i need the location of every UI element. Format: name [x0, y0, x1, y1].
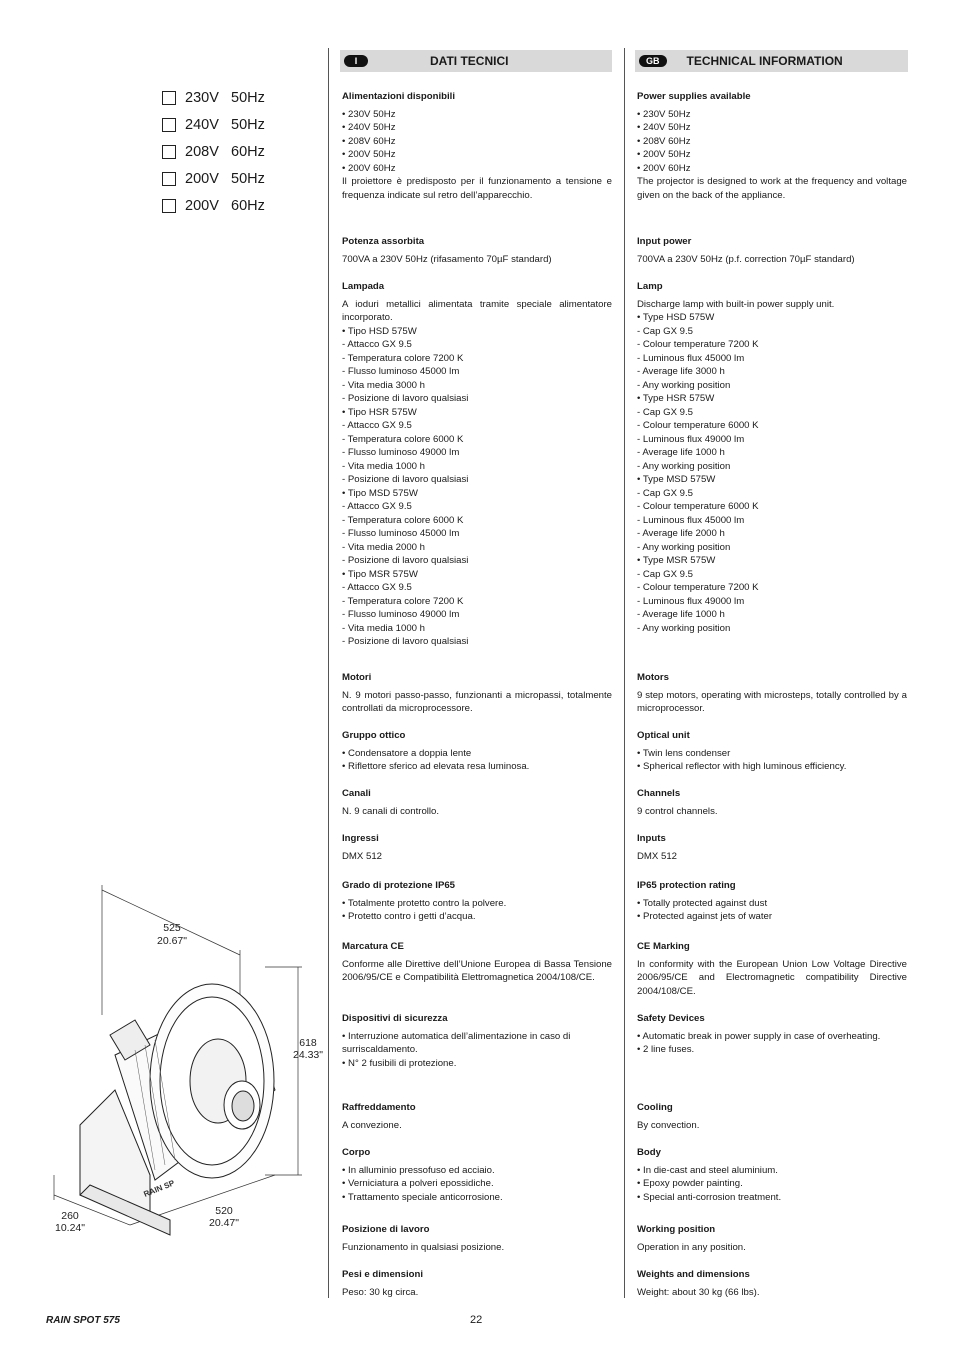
spec-heading: Working position	[637, 1224, 716, 1235]
spec-heading: Alimentazioni disponibili	[342, 91, 455, 102]
dimension-label: 20.47"	[208, 1217, 240, 1229]
list-item: - Average life 1000 h	[637, 609, 725, 620]
spec-heading: Gruppo ottico	[342, 730, 406, 741]
spec-heading: Input power	[637, 236, 692, 247]
list-item: - Attacco GX 9.5	[342, 501, 412, 512]
spec-heading: Channels	[637, 788, 681, 799]
spec-section	[637, 235, 907, 266]
list-item: • Tipo MSR 575W	[342, 568, 418, 580]
spec-text: A convezione.	[342, 1119, 402, 1131]
list-item: • Type MSR 575W	[637, 555, 716, 566]
spec-heading: CE Marking	[637, 941, 690, 952]
spec-section	[342, 729, 612, 774]
spec-text: Funzionamento in qualsiasi posizione.	[342, 1241, 505, 1253]
list-item: - Cap GX 9.5	[637, 406, 693, 418]
voltage-option[interactable]: 208V 60Hz	[162, 138, 265, 165]
list-item: • Automatic break in power supply in case of overheating.	[637, 1030, 881, 1042]
list-item: • Trattamento speciale anticorrosione.	[342, 1191, 503, 1203]
list-item: - Average life 3000 h	[637, 366, 725, 377]
spec-heading: Lamp	[637, 281, 663, 292]
list-item: • Interruzione automatica dell’alimentazione in caso di surriscaldamento.	[342, 1030, 571, 1055]
spec-heading: Pesi e dimensioni	[342, 1269, 424, 1280]
spec-section	[342, 832, 612, 863]
spec-section	[637, 280, 907, 635]
list-item: • 208V 60Hz	[637, 135, 691, 147]
section-header-english	[635, 50, 908, 72]
dimension-label: 20.67"	[156, 935, 188, 947]
list-item: - Colour temperature 6000 K	[637, 420, 759, 431]
section-title: DATI TECNICI	[430, 54, 509, 68]
spec-heading: Inputs	[637, 833, 666, 844]
spec-heading: Motors	[637, 672, 669, 683]
spec-heading: Power supplies available	[637, 91, 751, 102]
spec-heading: Posizione di lavoro	[342, 1224, 430, 1235]
list-item: • Special anti-corrosion treatment.	[637, 1191, 782, 1203]
list-item: - Vita media 1000 h	[342, 622, 426, 634]
list-item: - Posizione di lavoro qualsiasi	[342, 555, 469, 566]
spec-text: DMX 512	[637, 850, 677, 862]
spec-heading: Cooling	[637, 1102, 673, 1113]
dimension-label: 525	[163, 922, 181, 934]
list-item: - Temperatura colore 7200 K	[342, 352, 464, 364]
list-item: - Temperatura colore 7200 K	[342, 595, 464, 607]
list-item: - Colour temperature 7200 K	[637, 582, 759, 593]
dimension-label: 24.33"	[292, 1049, 324, 1061]
dimension-label: 520	[215, 1205, 233, 1217]
list-item: - Cap GX 9.5	[637, 325, 693, 337]
product-dimension-drawing	[40, 875, 330, 1245]
checkbox[interactable]	[162, 145, 176, 159]
spec-section	[637, 940, 907, 998]
list-item: • Totally protected against dust	[637, 897, 768, 909]
model-name: RAIN SPOT 575	[46, 1315, 120, 1326]
spec-heading: Motori	[342, 672, 372, 683]
list-item: • In alluminio pressofuso ed acciaio.	[342, 1164, 495, 1176]
checkbox[interactable]	[162, 91, 176, 105]
spec-text: Il proiettore è predisposto per il funzionamento a tensione e frequenza indicate sul retro dell’apparecchio.	[342, 176, 612, 201]
spec-section	[342, 90, 612, 202]
spec-heading: Safety Devices	[637, 1013, 705, 1024]
list-item: • 200V 60Hz	[342, 162, 396, 174]
brand-label: RAIN SP	[142, 1178, 176, 1199]
section-title: TECHNICAL INFORMATION	[686, 54, 843, 68]
spec-text: Conforme alle Direttive dell’Unione Europea di Bassa Tensione 2006/95/CE e Compatibilità Elettromagnetica 2004/108/CE.	[342, 958, 612, 983]
list-item: - Any working position	[637, 541, 731, 553]
spec-section	[342, 1268, 612, 1299]
spec-heading: Weights and dimensions	[637, 1269, 750, 1280]
spec-heading: Lampada	[342, 281, 385, 292]
list-item: - Posizione di lavoro qualsiasi	[342, 474, 469, 485]
spec-section	[342, 879, 612, 924]
spec-section	[637, 90, 907, 202]
list-item: - Flusso luminoso 45000 lm	[342, 528, 460, 539]
spec-text: Discharge lamp with built-in power supply unit.	[637, 298, 835, 310]
spec-text: N. 9 motori passo-passo, funzionanti a micropassi, totalmente controllati da microprocessore.	[342, 689, 612, 714]
spec-section	[637, 832, 907, 863]
list-item: - Average life 2000 h	[637, 528, 725, 539]
list-item: - Luminous flux 49000 lm	[637, 433, 745, 445]
list-item: - Temperatura colore 6000 K	[342, 514, 464, 526]
spec-section	[637, 1223, 907, 1254]
spec-section	[342, 1146, 612, 1204]
list-item: • 208V 60Hz	[342, 135, 396, 147]
dimension-label: 260	[61, 1210, 79, 1222]
list-item: • 230V 50Hz	[637, 108, 691, 120]
voltage-checklist	[162, 84, 265, 219]
spec-text: N. 9 canali di controllo.	[342, 805, 440, 817]
list-item: • Tipo HSD 575W	[342, 325, 417, 337]
spec-heading: Ingressi	[342, 833, 379, 844]
list-item: - Any working position	[637, 460, 731, 472]
list-item: - Attacco GX 9.5	[342, 582, 412, 593]
list-item: - Luminous flux 45000 lm	[637, 352, 745, 364]
list-item: - Vita media 3000 h	[342, 379, 426, 391]
spec-heading: Body	[637, 1147, 661, 1158]
spec-text: Weight: about 30 kg (66 lbs).	[637, 1286, 760, 1298]
list-item: - Colour temperature 6000 K	[637, 501, 759, 512]
list-item: - Luminous flux 49000 lm	[637, 595, 745, 607]
spec-section	[342, 1012, 612, 1070]
list-item: - Vita media 2000 h	[342, 541, 426, 553]
list-item: - Luminous flux 45000 lm	[637, 514, 745, 526]
spec-section	[342, 1223, 612, 1254]
spec-heading: Potenza assorbita	[342, 236, 425, 247]
list-item: • 200V 50Hz	[342, 149, 396, 160]
section-header-italian	[340, 50, 612, 72]
spec-text: The projector is designed to work at the frequency and voltage given on the back of the appliance.	[637, 176, 907, 201]
checkbox[interactable]	[162, 199, 176, 213]
list-item: • Protetto contro i getti d’acqua.	[342, 911, 476, 922]
spec-text: 9 control channels.	[637, 805, 718, 817]
list-item: • 200V 60Hz	[637, 162, 691, 174]
list-item: - Cap GX 9.5	[637, 487, 693, 499]
spec-section	[637, 671, 907, 716]
dimension-label: 10.24"	[54, 1222, 86, 1234]
spec-text: By convection.	[637, 1119, 700, 1131]
list-item: • Verniciatura a polveri epossidiche.	[342, 1178, 494, 1189]
list-item: • N° 2 fusibili di protezione.	[342, 1057, 457, 1069]
list-item: • Totalmente protetto contro la polvere.	[342, 897, 507, 909]
spec-heading: Corpo	[342, 1147, 371, 1158]
checkbox[interactable]	[162, 172, 176, 186]
spec-section	[637, 1268, 907, 1299]
list-item: • Epoxy powder painting.	[637, 1178, 743, 1189]
list-item: • Tipo MSD 575W	[342, 487, 418, 499]
list-item: - Vita media 1000 h	[342, 460, 426, 472]
list-item: - Colour temperature 7200 K	[637, 339, 759, 350]
spec-text: Peso: 30 kg circa.	[342, 1286, 419, 1298]
spec-heading: Grado di protezione IP65	[342, 880, 456, 891]
spec-section	[637, 1146, 907, 1204]
dimension-label: 618	[299, 1037, 317, 1049]
spec-heading: Marcatura CE	[342, 941, 404, 952]
spec-text: A ioduri metallici alimentata tramite speciale alimentatore incorporato.	[342, 298, 612, 323]
spec-heading: IP65 protection rating	[637, 880, 736, 891]
list-item: • Twin lens condenser	[637, 747, 731, 759]
list-item: - Any working position	[637, 379, 731, 391]
language-badge: I	[344, 55, 368, 67]
page-number: 22	[470, 1314, 483, 1326]
spec-text: In conformity with the European Union Low Voltage Directive 2006/95/CE and Electromagnetic compatibility Directive 2004/108/CE.	[637, 958, 907, 997]
list-item: - Posizione di lavoro qualsiasi	[342, 636, 469, 647]
spec-section	[342, 1101, 612, 1132]
spec-section	[342, 671, 612, 716]
list-item: - Average life 1000 h	[637, 447, 725, 458]
column-divider	[624, 48, 625, 1298]
spec-heading: Canali	[342, 788, 371, 799]
spec-section	[342, 787, 612, 818]
voltage-option[interactable]: 200V 60Hz	[162, 192, 265, 219]
spec-section	[637, 879, 907, 924]
voltage-option[interactable]: 200V 50Hz	[162, 165, 265, 192]
list-item: • In die-cast and steel aluminium.	[637, 1164, 778, 1176]
spec-text: 700VA a 230V 50Hz (p.f. correction 70µF standard)	[637, 253, 855, 265]
language-badge: GB	[639, 55, 667, 67]
list-item: • 230V 50Hz	[342, 108, 396, 120]
spec-text: Operation in any position.	[637, 1241, 746, 1253]
list-item: • 200V 50Hz	[637, 149, 691, 160]
voltage-option[interactable]: 240V 50Hz	[162, 111, 265, 138]
list-item: • Riflettore sferico ad elevata resa luminosa.	[342, 761, 530, 772]
spec-text: 700VA a 230V 50Hz (rifasamento 70µF standard)	[342, 253, 552, 265]
list-item: - Flusso luminoso 49000 lm	[342, 609, 460, 620]
list-item: • Spherical reflector with high luminous efficiency.	[637, 761, 847, 772]
list-item: • Type HSD 575W	[637, 312, 715, 323]
list-item: - Flusso luminoso 45000 lm	[342, 366, 460, 377]
list-item: • Condensatore a doppia lente	[342, 747, 472, 759]
list-item: - Temperatura colore 6000 K	[342, 433, 464, 445]
spec-section	[637, 787, 907, 818]
spec-text: 9 step motors, operating with microsteps, totally controlled by a microprocessor.	[637, 689, 907, 714]
spec-text: DMX 512	[342, 850, 382, 862]
spec-heading: Optical unit	[637, 730, 690, 741]
list-item: - Any working position	[637, 622, 731, 634]
list-item: • 240V 50Hz	[637, 122, 691, 133]
spec-heading: Dispositivi di sicurezza	[342, 1013, 448, 1024]
spec-section	[342, 940, 612, 985]
checkbox[interactable]	[162, 118, 176, 132]
list-item: • Tipo HSR 575W	[342, 406, 417, 418]
list-item: - Attacco GX 9.5	[342, 420, 412, 431]
spec-section	[342, 235, 612, 266]
list-item: - Flusso luminoso 49000 lm	[342, 447, 460, 458]
list-item: • Protected against jets of water	[637, 911, 773, 922]
list-item: • Type HSR 575W	[637, 393, 715, 404]
list-item: • 240V 50Hz	[342, 122, 396, 133]
list-item: - Cap GX 9.5	[637, 568, 693, 580]
spec-section	[637, 1012, 907, 1057]
list-item: - Posizione di lavoro qualsiasi	[342, 393, 469, 404]
spec-section	[637, 729, 907, 774]
spec-section	[342, 280, 612, 649]
list-item: - Attacco GX 9.5	[342, 339, 412, 350]
list-item: • Type MSD 575W	[637, 474, 716, 485]
list-item: • 2 line fuses.	[637, 1044, 695, 1055]
spec-section	[637, 1101, 907, 1132]
voltage-option[interactable]: 230V 50Hz	[162, 84, 265, 111]
spec-heading: Raffreddamento	[342, 1102, 416, 1113]
